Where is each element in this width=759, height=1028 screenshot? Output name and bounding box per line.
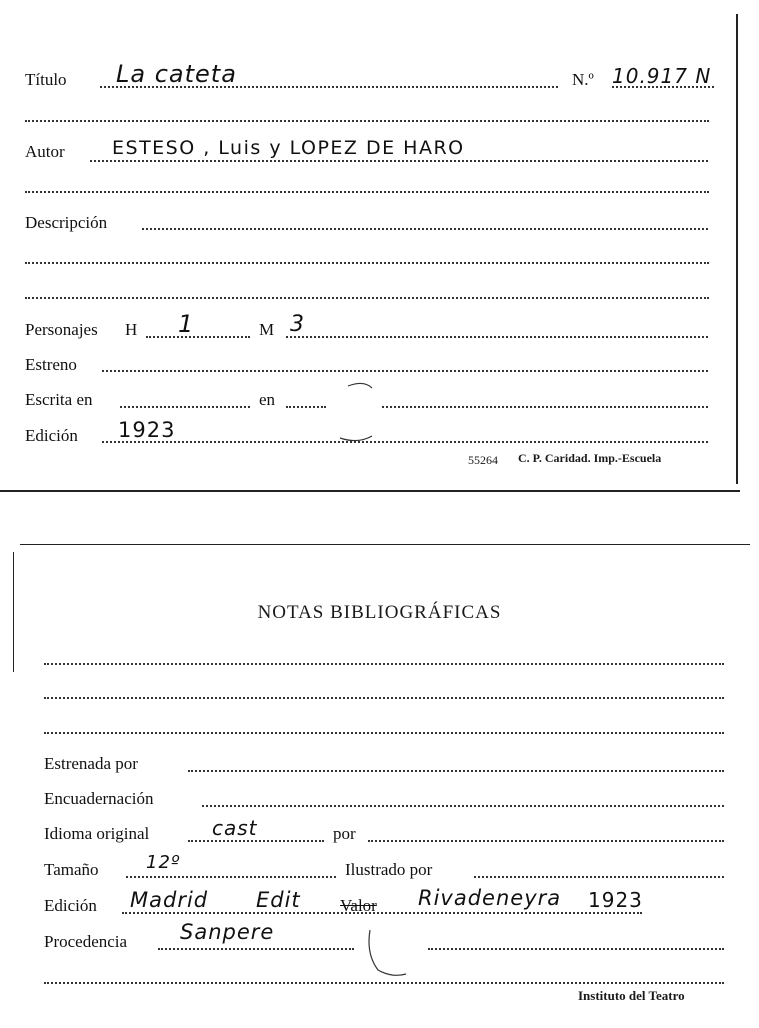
descripcion-line — [142, 228, 708, 230]
catalog-card-front — [0, 0, 759, 500]
ilustrado-line — [474, 876, 724, 878]
escrita-line — [120, 406, 250, 408]
edicion-line — [102, 441, 708, 443]
estreno-label: Estreno — [25, 355, 77, 374]
card-right-edge — [736, 14, 738, 484]
autor-value: ESTESO , Luis y LOPEZ DE HARO — [112, 137, 465, 159]
card-bottom-edge — [0, 490, 740, 492]
edicion-label: Edición — [25, 426, 78, 445]
notas-heading: NOTAS BIBLIOGRÁFICAS — [257, 602, 502, 623]
estreno-line — [102, 370, 708, 372]
procedencia-line — [158, 948, 354, 950]
institution-name: Instituto del Teatro — [578, 988, 685, 1003]
tamano-line — [126, 876, 336, 878]
titulo-label: Título — [25, 70, 67, 89]
printer-name: C. P. Caridad. Imp.-Escuela — [518, 451, 662, 465]
notas-line-2 — [44, 697, 724, 699]
encuadernacion-line — [202, 805, 724, 807]
punch-hole-mark-back — [362, 924, 422, 980]
tamano-label: Tamaño — [44, 860, 99, 879]
procedencia-value: Sanpere — [180, 920, 275, 944]
notas-line-3 — [44, 732, 724, 734]
edicion-edit-value: Edit — [256, 888, 301, 912]
m-value: 3 — [290, 312, 305, 337]
h-line — [146, 336, 250, 338]
encuadernacion-label: Encuadernación — [44, 789, 154, 808]
numero-label: N.º — [572, 70, 594, 89]
tamano-value: 12º — [146, 852, 181, 873]
escrita-label: Escrita en — [25, 390, 93, 409]
procedencia-continuation-line — [44, 982, 724, 984]
procedencia-line-b — [428, 948, 724, 950]
edicion-value: 1923 — [118, 418, 176, 442]
descripcion-line-2 — [25, 262, 709, 264]
estrenada-line — [188, 770, 724, 772]
autor-continuation-line — [25, 191, 709, 193]
h-label: H — [125, 320, 138, 339]
card-top-edge — [20, 544, 750, 545]
numero-value: 10.917 N — [612, 64, 712, 88]
punch-hole-mark — [328, 378, 388, 446]
idioma-value: cast — [212, 816, 258, 840]
titulo-continuation-line — [25, 120, 709, 122]
m-line — [286, 336, 708, 338]
por-line — [368, 840, 724, 842]
autor-label: Autor — [25, 142, 65, 161]
personajes-label: Personajes — [25, 320, 98, 339]
por-label: por — [333, 824, 356, 843]
edicion-struck-value: Valor — [340, 896, 377, 915]
procedencia-label: Procedencia — [44, 932, 128, 951]
en-label: en — [259, 390, 276, 409]
m-label: M — [259, 320, 275, 339]
edicion-publisher-value: Rivadeneyra — [418, 886, 562, 910]
en-line-b — [382, 406, 708, 408]
descripcion-label: Descripción — [25, 213, 108, 232]
idioma-line — [188, 840, 324, 842]
estrenada-label: Estrenada por — [44, 754, 138, 773]
titulo-value: La cateta — [116, 60, 237, 88]
ilustrado-label: Ilustrado por — [345, 860, 433, 879]
printer-code: 55264 — [468, 453, 498, 467]
catalog-card-back — [0, 540, 759, 1028]
edicion-city-value: Madrid — [130, 888, 209, 912]
en-line-a — [286, 406, 326, 408]
back-edicion-label: Edición — [44, 896, 97, 915]
descripcion-line-3 — [25, 297, 709, 299]
h-value: 1 — [178, 310, 195, 338]
back-edicion-line — [122, 912, 642, 914]
autor-line — [90, 160, 708, 162]
idioma-label: Idioma original — [44, 824, 150, 843]
edicion-year-value: 1923 — [588, 888, 643, 912]
notas-line-1 — [44, 663, 724, 665]
